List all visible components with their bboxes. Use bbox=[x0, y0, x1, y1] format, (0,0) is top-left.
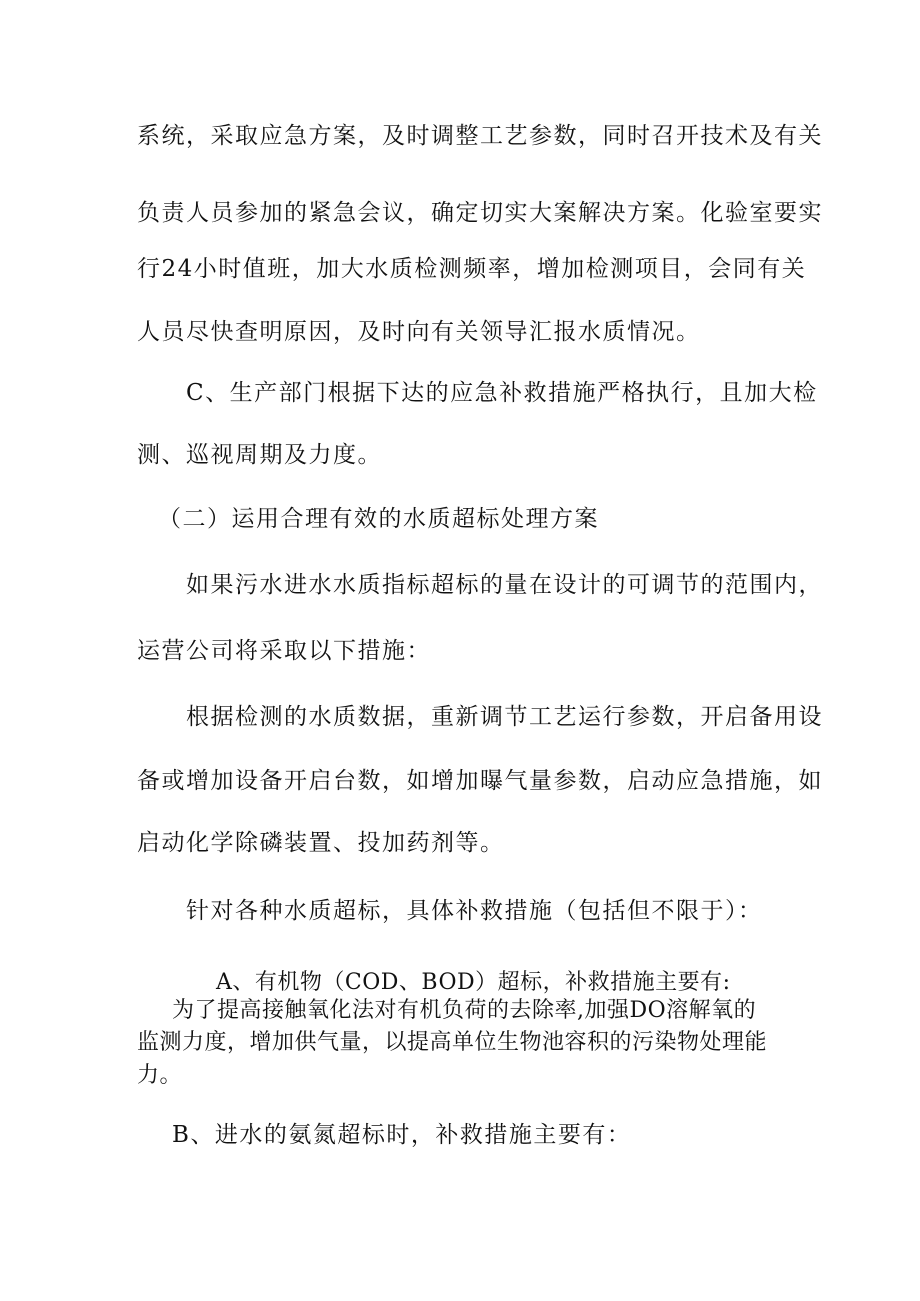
paragraph-line: C、生产部门根据下达的应急补救措施严格执行，且加大检 bbox=[186, 380, 818, 406]
paragraph-line: 启动化学除磷装置、投加药剂等。 bbox=[137, 830, 505, 856]
paragraph-line: 监测力度，增加供气量，以提高单位生物池容积的污染物处理能 bbox=[137, 1030, 768, 1055]
subsection-heading: B、进水的氨氮超标时，补救措施主要有： bbox=[172, 1122, 632, 1148]
paragraph-line: 测、巡视周期及力度。 bbox=[137, 442, 382, 468]
paragraph-line: 力。 bbox=[137, 1063, 183, 1088]
paragraph-line: 人员尽快查明原因，及时向有关领导汇报水质情况。 bbox=[137, 319, 701, 345]
paragraph-line: 负责人员参加的紧急会议，确定切实大案解决方案。化验室要实 bbox=[137, 200, 823, 226]
paragraph-line: 针对各种水质超标，具体补救措施（包括但不限于）： bbox=[186, 898, 763, 924]
paragraph-line: 系统，采取应急方案，及时调整工艺参数，同时召开技术及有关 bbox=[137, 123, 823, 149]
paragraph-line: 为了提高接触氧化法对有机负荷的去除率,加强DO溶解氧的 bbox=[172, 998, 757, 1023]
paragraph-line: 备或增加设备开启台数，如增加曝气量参数，启动应急措施，如 bbox=[137, 768, 823, 794]
section-heading: （二）运用合理有效的水质超标处理方案 bbox=[158, 506, 599, 532]
paragraph-line: 如果污水进水水质指标超标的量在设计的可调节的范围内， bbox=[186, 572, 823, 598]
paragraph-line: 运营公司将采取以下措施： bbox=[137, 638, 431, 664]
paragraph-line: 行24小时值班，加大水质检测频率，增加检测项目，会同有关 bbox=[137, 256, 807, 282]
subsection-heading: A、有机物（COD、BOD）超标，补救措施主要有: bbox=[216, 970, 731, 995]
paragraph-line: 根据检测的水质数据，重新调节工艺运行参数，开启备用设 bbox=[186, 704, 823, 730]
